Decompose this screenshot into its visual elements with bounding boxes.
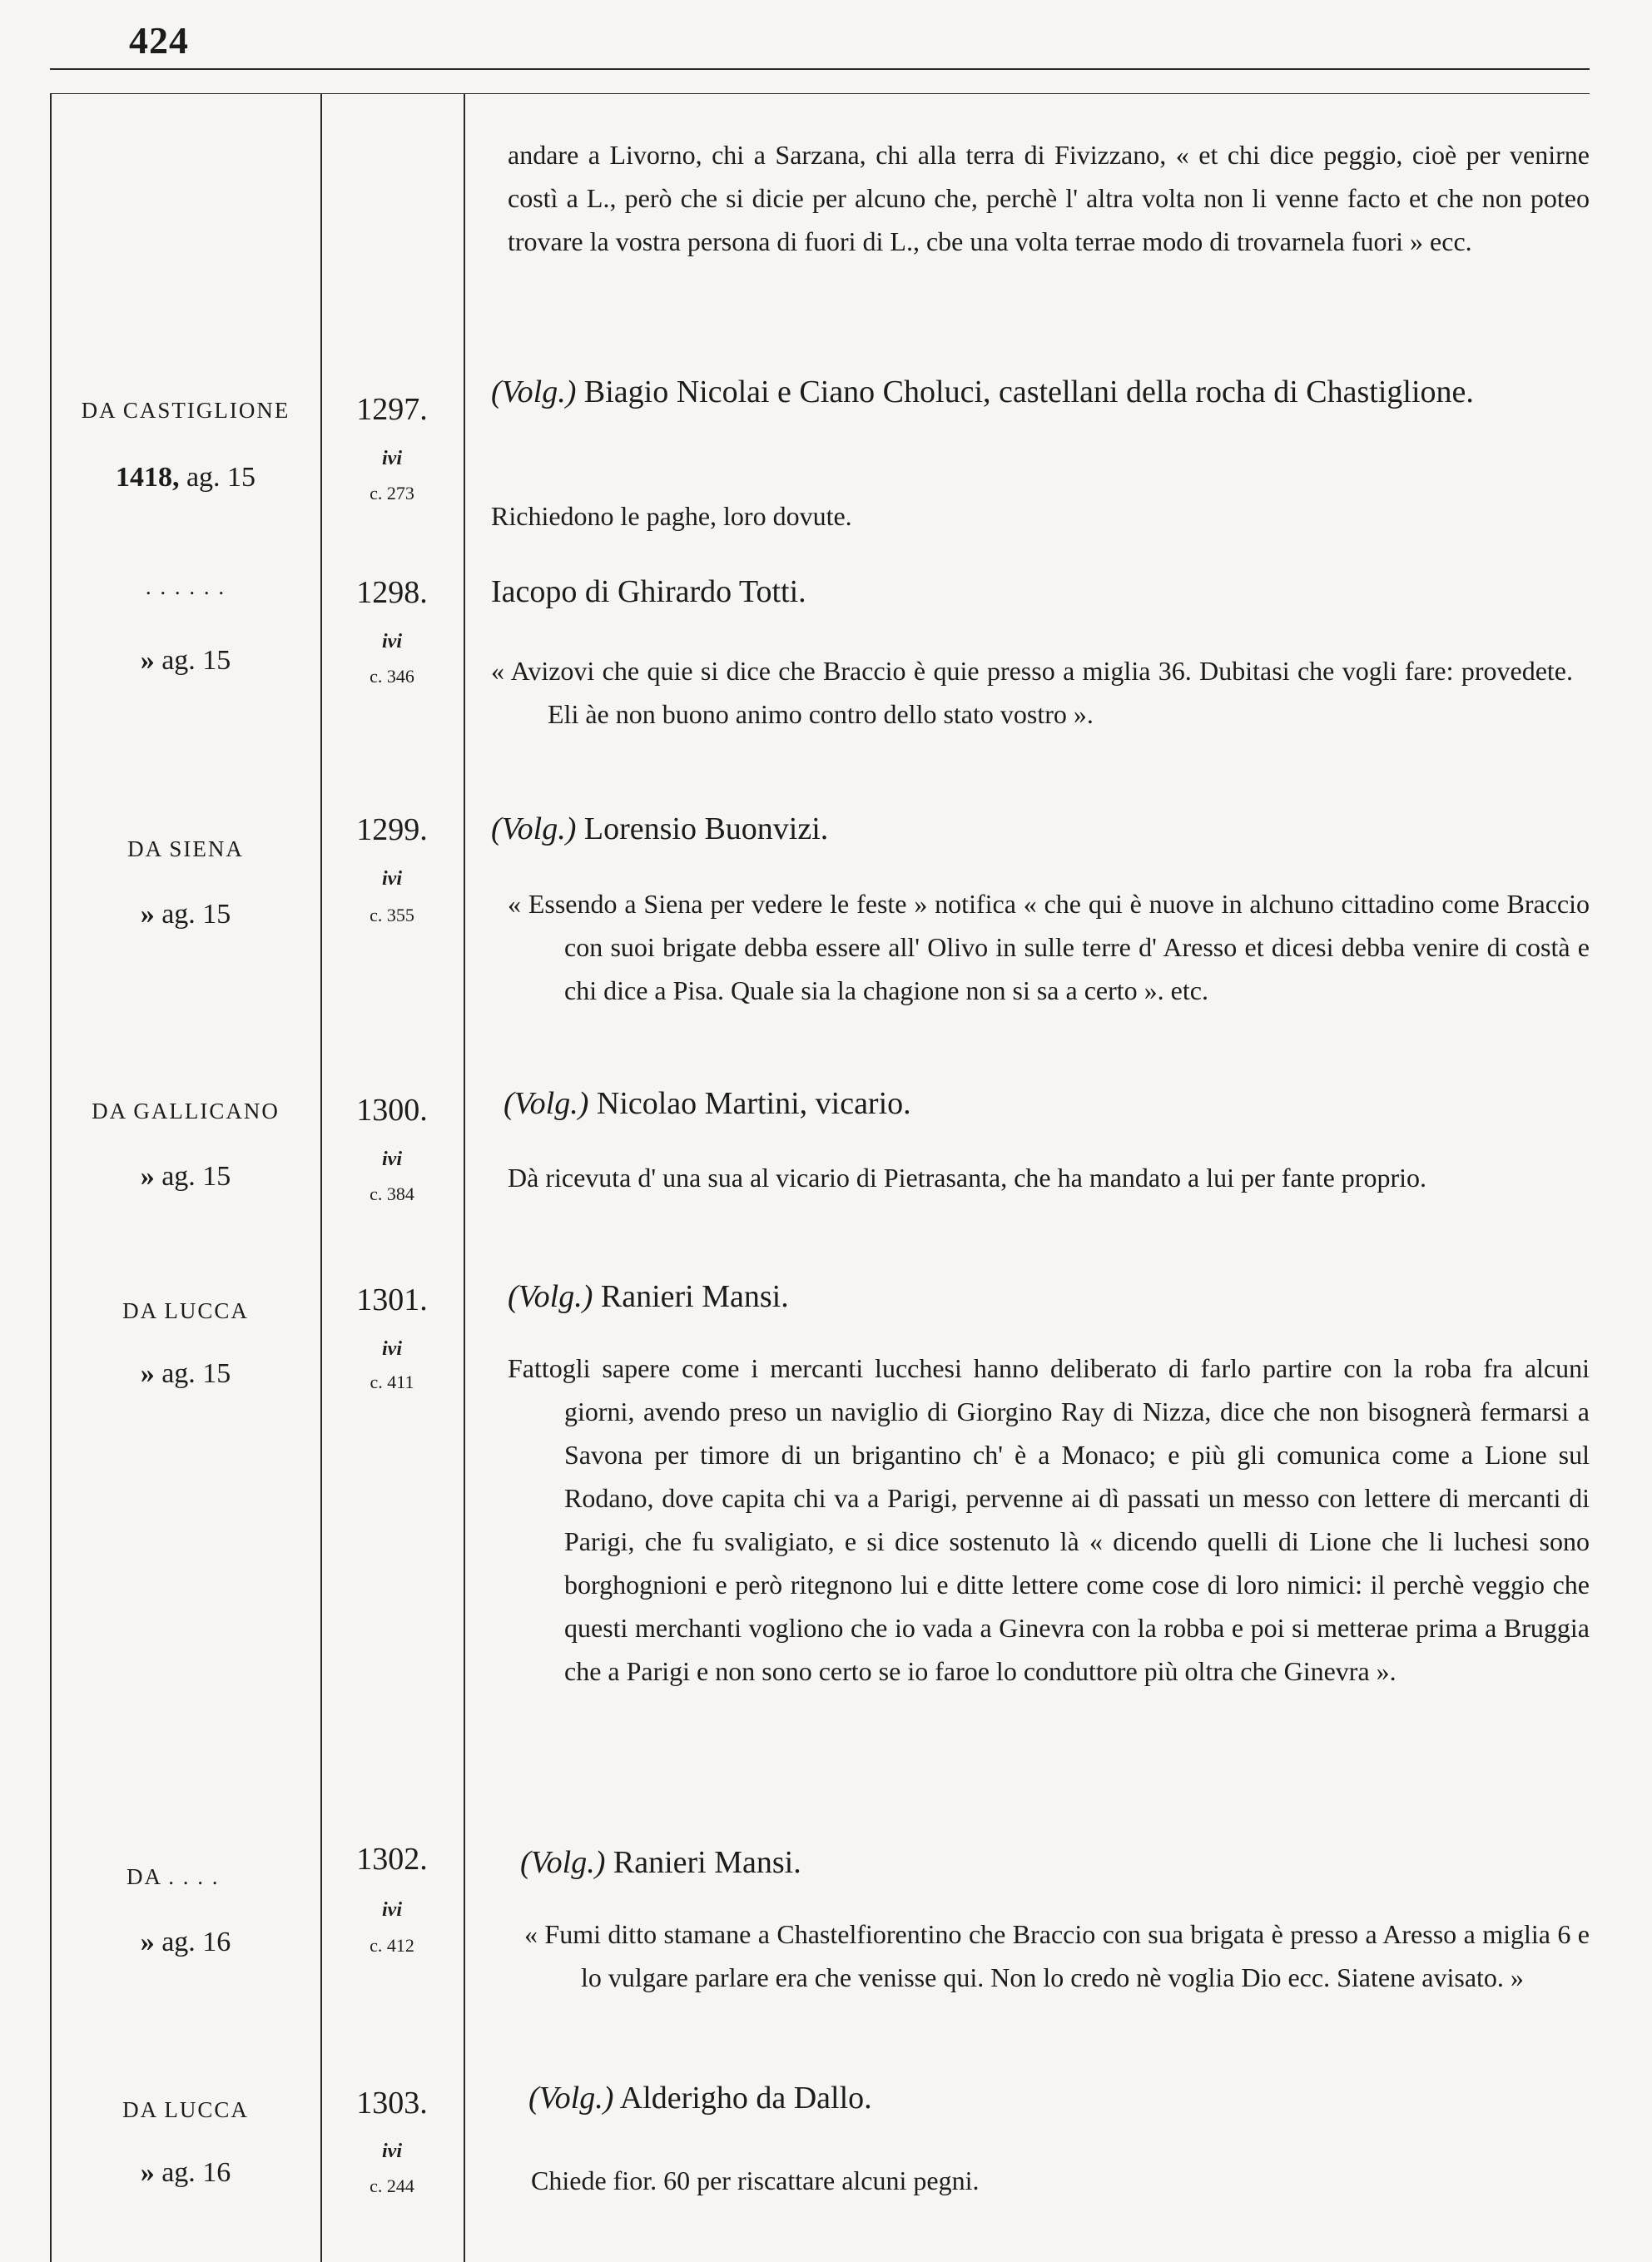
entry-date-day: ag. 15 <box>161 1358 231 1389</box>
entry-date-year: » <box>140 1927 155 1957</box>
entry-carta: c. 346 <box>370 666 414 687</box>
entry-text: Chiede fior. 60 per riscattare alcuni pegni. <box>531 2165 980 2195</box>
entry-place: DA GALLICANO <box>92 1099 280 1124</box>
entry-sender-name: Nicolao Martini, vicario. <box>596 1086 911 1121</box>
entry-sender-name: Alderigho da Dallo. <box>619 2081 872 2116</box>
entry-text: Dà ricevuta d' una sua al vicario di Pietrasanta, che ha mandato a lui per fante proprio. <box>508 1163 1426 1193</box>
entry-sender <box>491 370 1590 414</box>
entry-ref: ivi <box>382 448 402 469</box>
entry-date <box>52 1161 320 1193</box>
entry-date <box>52 1927 320 1958</box>
header-rule-inner <box>50 93 1590 94</box>
entry-date <box>52 899 320 930</box>
entry-place: DA SIENA <box>127 836 244 861</box>
entry-date-year: » <box>140 645 155 676</box>
entry-place: DA . . . . <box>127 1864 220 1889</box>
entry-date-year: 1418, <box>115 462 180 493</box>
entry-carta: c. 273 <box>370 483 414 503</box>
entry-sender-name: Biagio Nicolai e Ciano Choluci, castellani della rocha di Chastiglione. <box>583 375 1474 409</box>
entry-number: 1297. <box>356 392 428 427</box>
entry-volg: (Volg.) <box>504 1086 589 1121</box>
entry-text: Richiedono le paghe, loro dovute. <box>491 501 852 531</box>
entry-ref: ivi <box>382 868 402 890</box>
entry-volg: (Volg.) <box>528 2081 614 2116</box>
entry-date-day: ag. 15 <box>186 462 256 493</box>
entry-sender <box>508 1275 1606 1318</box>
entry-carta: c. 244 <box>370 2175 414 2196</box>
entry-date-day: ag. 15 <box>161 645 231 676</box>
entry-place: DA LUCCA <box>122 1298 249 1323</box>
entry-number: 1301. <box>356 1282 428 1317</box>
entry-ref: ivi <box>382 1148 402 1170</box>
entry-place: DA LUCCA <box>122 2097 249 2122</box>
entry-carta: c. 412 <box>370 1935 414 1956</box>
entry-sender-name: Ranieri Mansi. <box>613 1845 801 1880</box>
entry-place: . . . . . . <box>145 574 226 599</box>
entry-date-year: » <box>140 1161 155 1192</box>
entry-sender <box>491 570 1590 613</box>
entry-volg: (Volg.) <box>491 375 577 409</box>
entry-carta: c. 411 <box>370 1372 414 1392</box>
entry-sender-name: Ranieri Mansi. <box>600 1279 789 1314</box>
entry-ref: ivi <box>382 631 402 652</box>
entry-date-day: ag. 15 <box>161 1161 231 1192</box>
entry-carta: c. 355 <box>370 905 414 925</box>
entry-number: 1303. <box>356 2086 428 2121</box>
entry-date-year: » <box>140 1358 155 1389</box>
entry-text: « Fumi ditto stamane a Chastelfiorentino che Braccio con sua brigata è presso a Aresso a miglia 6 e lo vulgare parlare era che venisse qui. Non lo credo nè voglia Dio ecc. Siatene avisato. » <box>524 1919 1590 1992</box>
entry-number: 1302. <box>356 1842 428 1877</box>
entry-number: 1299. <box>356 812 428 847</box>
entry-sender-name: Iacopo di Ghirardo Totti. <box>491 574 806 609</box>
entry-volg: (Volg.) <box>508 1279 593 1314</box>
entry-sender-name: Lorensio Buonvizi. <box>583 811 829 846</box>
entry-sender <box>504 1082 1602 1125</box>
entry-date <box>52 462 320 494</box>
entry-ref: ivi <box>382 1338 402 1360</box>
entry-ref: ivi <box>382 2140 402 2162</box>
entry-text: Fattogli sapere come i mercanti lucchesi hanno deliberato di farlo partire con la roba fra alcuni giorni, avendo preso un naviglio di Giorgino Ray di Nizza, dice che non bisognerà fermarsi a Savona per timore di un brigantino ch' è a Monaco; e più gli comunica come a Lione sul Rodano, dove capita chi va a Parigi, pervenne ai dì passati un messo con lettere di mercanti di Parigi, che fu svaligiato, e si dice sostenuto là « dicendo quelli di Lione che li luchesi sono borghognioni e però ritegnono lui e ditte lettere come cose di loro nimici: il perchè veggio che questi merchanti vogliono che io vada a Ginevra con la robba e poi si metterae prima a Bruggia che a Parigi e non sono certo se io faroe lo conduttore più oltra che Ginevra ». <box>508 1353 1590 1686</box>
column-rule-right <box>464 93 465 2262</box>
entry-carta: c. 384 <box>370 1183 414 1204</box>
entry-sender <box>520 1841 1619 1884</box>
entry-ref: ivi <box>382 1899 402 1921</box>
entry-date-year: » <box>140 2157 155 2188</box>
intro-paragraph: andare a Livorno, chi a Sarzana, chi alla terra di Fivizzano, « et chi dice peggio, cioè per venirne costì a L., però che si dicie per alcuno che, perchè l' altra volta non li venne facto et che non poteo trovare la vostra persona di fuori di L., cbe una volta terrae modo di trovarnela fuori » ecc. <box>508 140 1590 256</box>
entry-date-day: ag. 16 <box>161 2157 231 2188</box>
entry-sender <box>491 807 1590 851</box>
entry-volg: (Volg.) <box>491 811 577 846</box>
entry-date <box>52 1358 320 1390</box>
entry-date <box>52 2157 320 2189</box>
entry-date <box>52 645 320 677</box>
entry-text: « Avizovi che quie si dice che Braccio è quie presso a miglia 36. Dubitasi che vogli fare: provedete. Eli àe non buono animo contro dello stato vostro ». <box>491 656 1573 729</box>
page-number: 424 <box>129 19 189 62</box>
entry-date-day: ag. 15 <box>161 899 231 930</box>
entry-number: 1298. <box>356 575 428 610</box>
entry-place: DA CASTIGLIONE <box>81 398 290 423</box>
entry-number: 1300. <box>356 1093 428 1128</box>
entry-volg: (Volg.) <box>520 1845 606 1880</box>
entry-date-day: ag. 16 <box>161 1927 231 1957</box>
entry-date-year: » <box>140 899 155 930</box>
entry-sender <box>528 2076 1627 2120</box>
entry-text: « Essendo a Siena per vedere le feste » notifica « che qui è nuove in alchuno cittadino come Braccio con suoi brigate debba essere all' Olivo in sulle terre d' Aresso et dicesi debba venire di costà e chi dice a Pisa. Quale sia la chagione non si sa a certo ». etc. <box>508 889 1590 1005</box>
header-rule <box>50 68 1590 70</box>
